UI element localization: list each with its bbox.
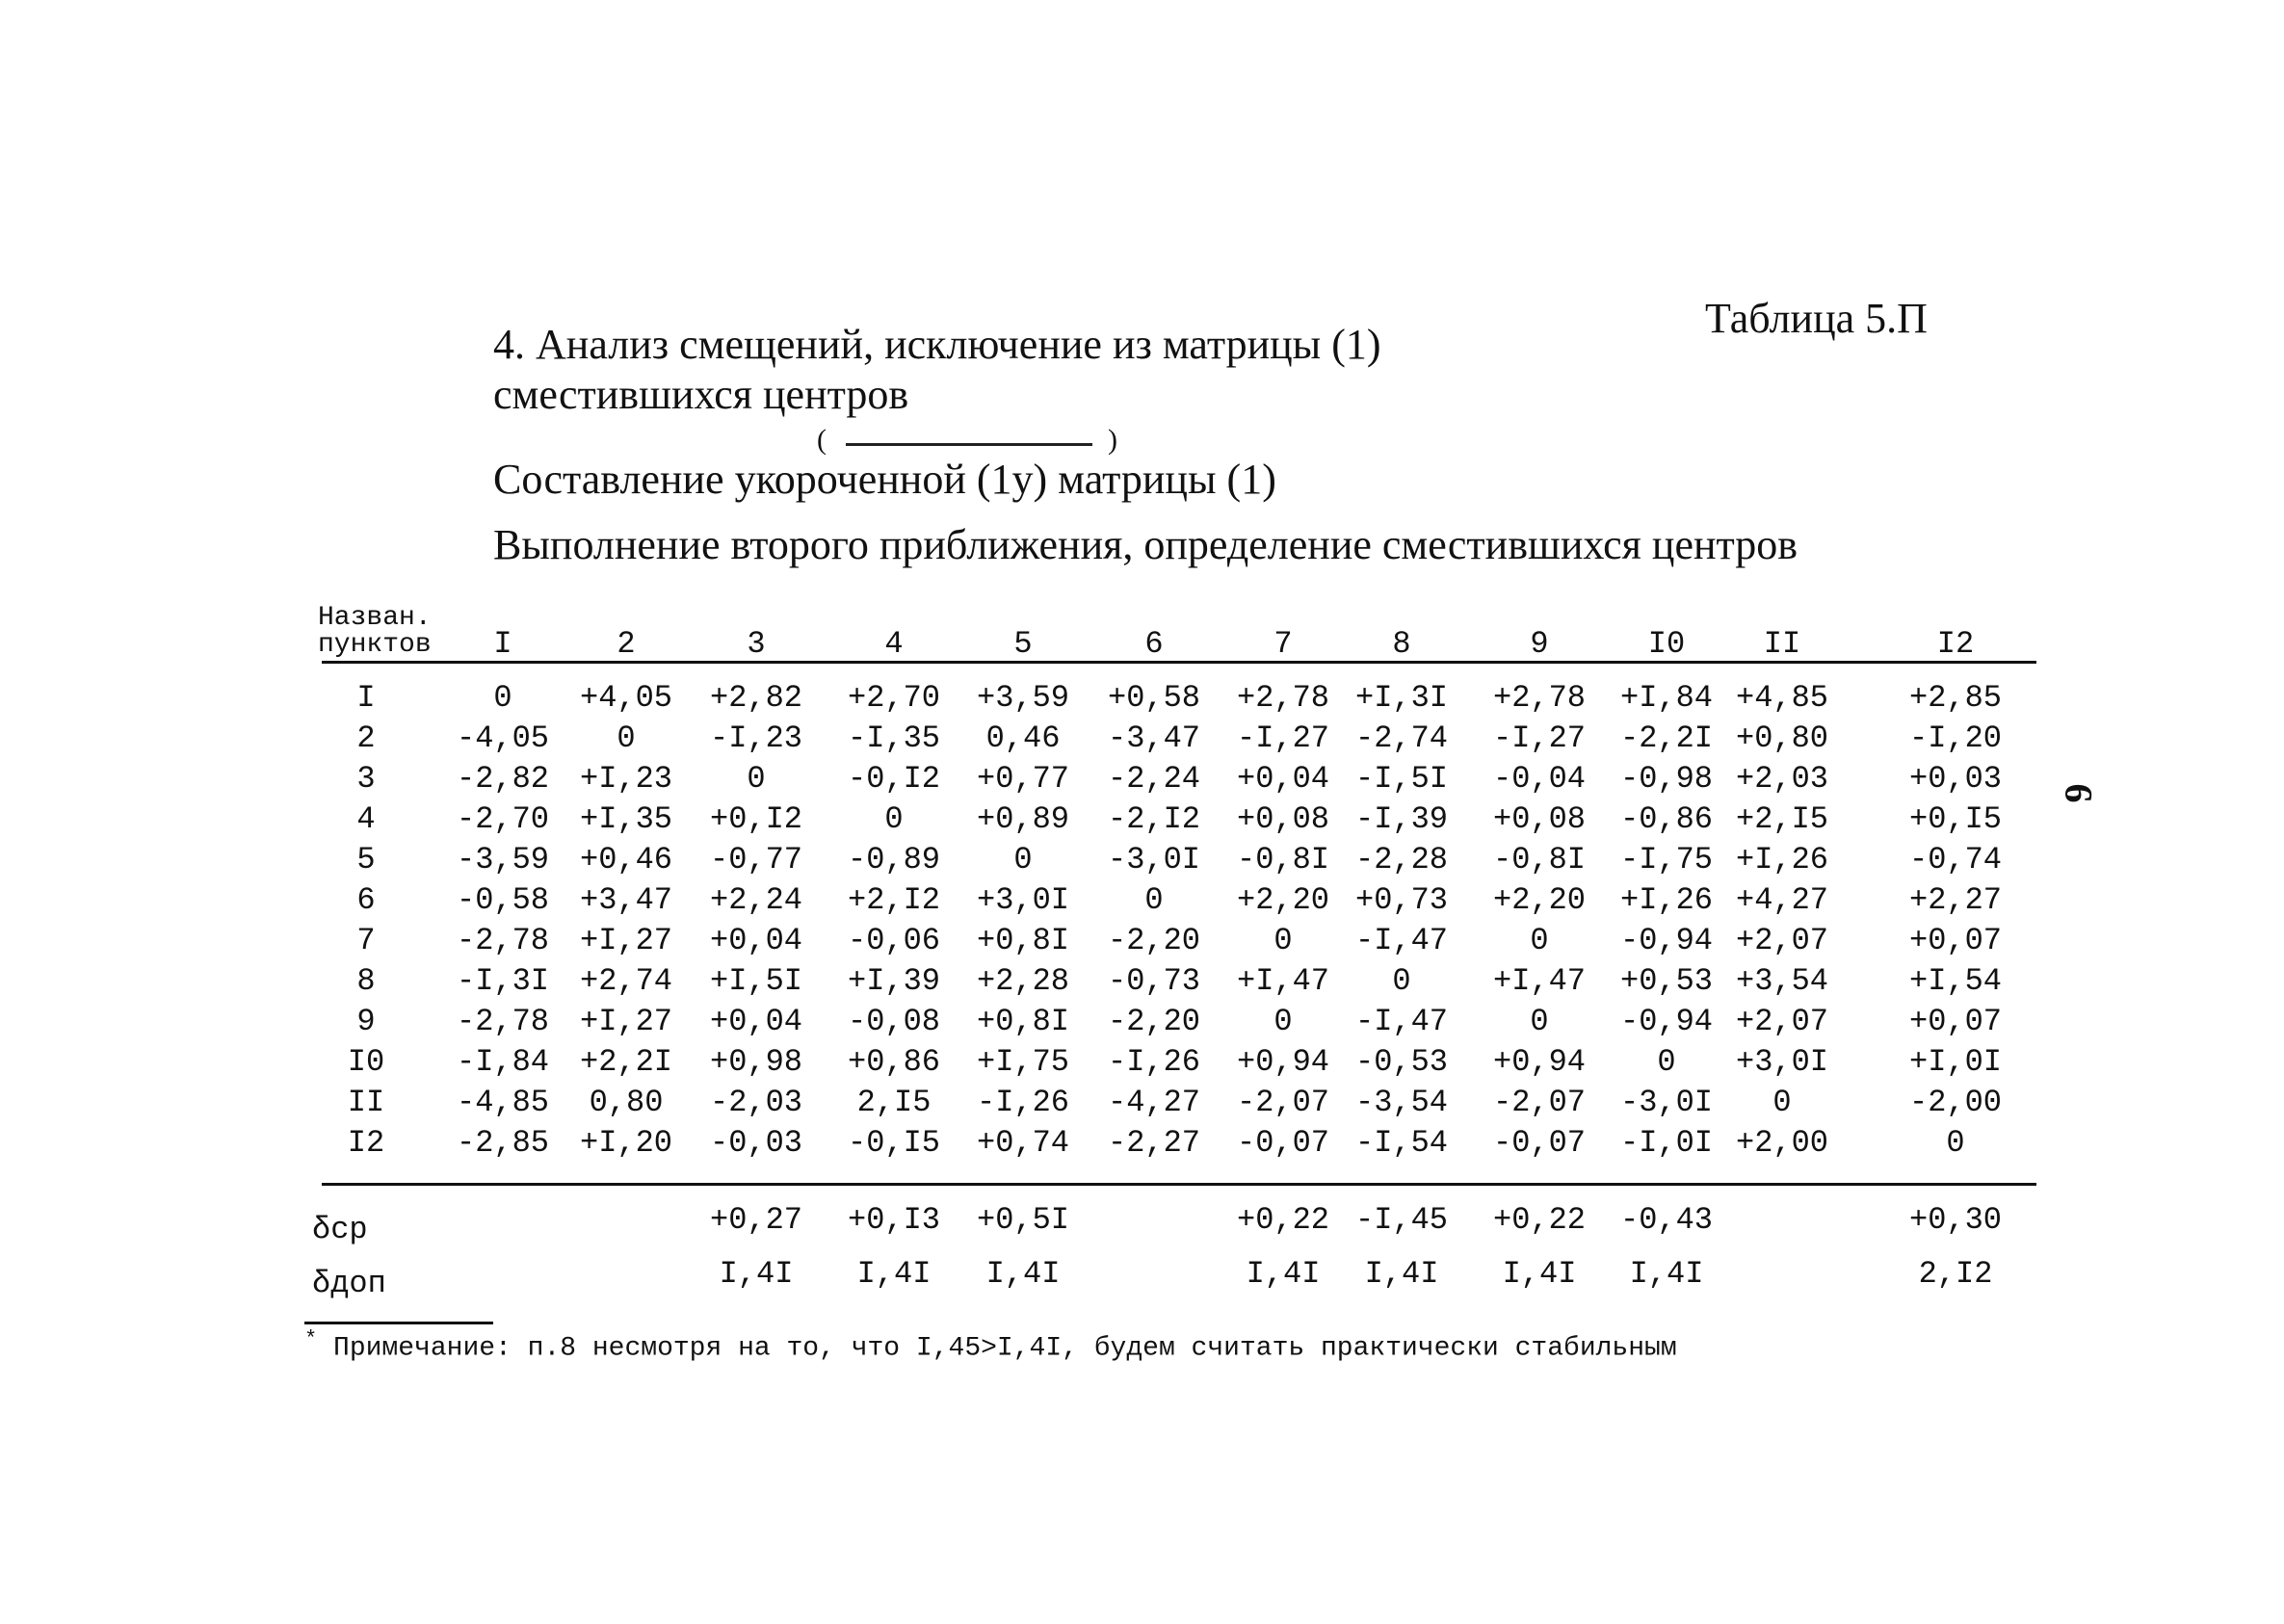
matrix-cell: +I,23 [579, 761, 672, 797]
matrix-cell: -0,58 [456, 882, 549, 918]
matrix-cell: +3,0I [976, 882, 1069, 918]
matrix-cell: +I,27 [579, 1004, 672, 1039]
matrix-cell: +0,89 [976, 801, 1069, 837]
matrix-cell: +0,03 [1908, 761, 2002, 797]
matrix-cell: +2,20 [1236, 882, 1329, 918]
matrix-cell: +0,80 [1735, 720, 1828, 756]
matrix-cell: +0,I2 [709, 801, 802, 837]
matrix-cell: -0,74 [1908, 842, 2002, 877]
matrix-cell: +I,35 [579, 801, 672, 837]
matrix-cell: -0,53 [1354, 1044, 1448, 1080]
matrix-cell: -2,28 [1354, 842, 1448, 877]
delta-mean-cell: +0,22 [1492, 1202, 1586, 1238]
matrix-cell: +0,07 [1908, 1004, 2002, 1039]
row-label: I2 [347, 1125, 385, 1161]
delta-mean-cell: +0,5I [976, 1202, 1069, 1238]
table-label: Таблица 5.П [1705, 295, 1928, 342]
matrix-cell: +0,53 [1619, 963, 1713, 999]
subheading-shortened-matrix: Составление укороченной (1у) матрицы (1) [493, 456, 1276, 503]
matrix-cell: 0 [1013, 842, 1033, 877]
matrix-cell: -0,73 [1107, 963, 1200, 999]
matrix-cell: -0,08 [847, 1004, 940, 1039]
matrix-cell: +2,07 [1735, 923, 1828, 958]
matrix-cell: +2,74 [579, 963, 672, 999]
matrix-cell: -2,78 [456, 923, 549, 958]
matrix-cell: -0,98 [1619, 761, 1713, 797]
matrix-cell: +2,78 [1236, 680, 1329, 716]
delta-mean-cell: +0,30 [1908, 1202, 2002, 1238]
matrix-cell: -3,0I [1107, 842, 1200, 877]
matrix-cell: -2,00 [1908, 1085, 2002, 1120]
matrix-cell: -4,05 [456, 720, 549, 756]
matrix-cell: +2,28 [976, 963, 1069, 999]
delta-mean-cell: +0,I3 [847, 1202, 940, 1238]
matrix-cell: 0 [493, 680, 512, 716]
matrix-cell: -0,I5 [847, 1125, 940, 1161]
delta-allowed-cell: 2,I2 [1918, 1256, 1993, 1292]
row-label: 7 [356, 923, 376, 958]
matrix-cell: +0,73 [1354, 882, 1448, 918]
row-label: 9 [356, 1004, 376, 1039]
column-header: I0 [1647, 626, 1686, 662]
delta-mean-cell: -0,43 [1619, 1202, 1713, 1238]
matrix-cell: -I,23 [709, 720, 802, 756]
matrix-cell: -2,74 [1354, 720, 1448, 756]
column-header: I2 [1936, 626, 1975, 662]
matrix-cell: +0,94 [1236, 1044, 1329, 1080]
matrix-cell: +2,03 [1735, 761, 1828, 797]
delta-allowed-cell: I,4I [1246, 1256, 1321, 1292]
column-header: II [1763, 626, 1801, 662]
matrix-cell: -2,I2 [1107, 801, 1200, 837]
matrix-cell: 0 [617, 720, 636, 756]
section-heading-continuation: сместившихся центров [493, 371, 909, 418]
matrix-cell: -0,77 [709, 842, 802, 877]
matrix-cell: +2,I5 [1735, 801, 1828, 837]
row-label: 4 [356, 801, 376, 837]
matrix-cell: +I,26 [1619, 882, 1713, 918]
matrix-cell: -2,24 [1107, 761, 1200, 797]
matrix-cell: +I,84 [1619, 680, 1713, 716]
summary-rule [322, 1183, 2036, 1186]
row-label: 2 [356, 720, 376, 756]
matrix-cell: -2,70 [456, 801, 549, 837]
matrix-cell: -0,89 [847, 842, 940, 877]
matrix-cell: +I,54 [1908, 963, 2002, 999]
matrix-cell: +0,94 [1492, 1044, 1586, 1080]
matrix-cell: +I,5I [709, 963, 802, 999]
matrix-cell: 0 [884, 801, 904, 837]
matrix-cell: 0 [1273, 1004, 1293, 1039]
matrix-cell: -I,47 [1354, 923, 1448, 958]
matrix-cell: +0,08 [1492, 801, 1586, 837]
matrix-cell: -I,47 [1354, 1004, 1448, 1039]
matrix-cell: 0 [1946, 1125, 1965, 1161]
corner-header-line2: пунктов [318, 630, 432, 660]
matrix-cell: -4,85 [456, 1085, 549, 1120]
matrix-cell: -3,54 [1354, 1085, 1448, 1120]
row-label: I [356, 680, 376, 716]
corner-header-line1: Назван. [318, 603, 432, 633]
corner-header [318, 605, 432, 659]
row-label: 5 [356, 842, 376, 877]
matrix-cell: -2,78 [456, 1004, 549, 1039]
matrix-cell: +2,78 [1492, 680, 1586, 716]
matrix-cell: -0,03 [709, 1125, 802, 1161]
matrix-cell: +I,47 [1236, 963, 1329, 999]
column-header: 8 [1392, 626, 1411, 662]
matrix-cell: +0,07 [1908, 923, 2002, 958]
matrix-cell: -2,2I [1619, 720, 1713, 756]
matrix-cell: -2,20 [1107, 923, 1200, 958]
matrix-cell: +3,54 [1735, 963, 1828, 999]
matrix-cell: 0 [747, 761, 766, 797]
matrix-cell: +0,04 [709, 1004, 802, 1039]
matrix-cell: -0,8I [1492, 842, 1586, 877]
matrix-cell: +0,8I [976, 923, 1069, 958]
matrix-cell: +0,74 [976, 1125, 1069, 1161]
left-paren: ( [817, 424, 827, 456]
matrix-cell: +0,8I [976, 1004, 1069, 1039]
right-paren: ) [1108, 424, 1117, 456]
page-number: 6 [2057, 783, 2101, 803]
matrix-cell: +I,47 [1492, 963, 1586, 999]
matrix-cell: +2,70 [847, 680, 940, 716]
footnote [304, 1327, 1677, 1363]
matrix-cell: 0 [1772, 1085, 1792, 1120]
matrix-cell: 0 [1273, 923, 1293, 958]
row-label: 3 [356, 761, 376, 797]
matrix-cell: +2,2I [579, 1044, 672, 1080]
matrix-cell: -2,82 [456, 761, 549, 797]
matrix-cell: -2,03 [709, 1085, 802, 1120]
matrix-cell: +I,26 [1735, 842, 1828, 877]
matrix-cell: +0,46 [579, 842, 672, 877]
matrix-cell: 0 [1657, 1044, 1676, 1080]
matrix-cell: -I,84 [456, 1044, 549, 1080]
matrix-cell: -2,07 [1236, 1085, 1329, 1120]
row-label: 8 [356, 963, 376, 999]
matrix-cell: +I,75 [976, 1044, 1069, 1080]
matrix-cell: +I,27 [579, 923, 672, 958]
matrix-cell: +I,3I [1354, 680, 1448, 716]
matrix-cell: -2,27 [1107, 1125, 1200, 1161]
matrix-cell: 0 [1392, 963, 1411, 999]
displacement-matrix [312, 603, 2042, 1356]
matrix-cell: -I,5I [1354, 761, 1448, 797]
matrix-cell: -I,27 [1236, 720, 1329, 756]
matrix-cell: -2,20 [1107, 1004, 1200, 1039]
matrix-cell: +4,85 [1735, 680, 1828, 716]
matrix-cell: +0,86 [847, 1044, 940, 1080]
column-header: 2 [617, 626, 636, 662]
delta-allowed-cell: I,4I [985, 1256, 1061, 1292]
column-header: 3 [747, 626, 766, 662]
section-heading: 4. Анализ смещений, исключение из матрицы (1) [493, 321, 1381, 368]
matrix-cell: +2,07 [1735, 1004, 1828, 1039]
matrix-cell: -I,39 [1354, 801, 1448, 837]
matrix-cell: +I,0I [1908, 1044, 2002, 1080]
matrix-cell: +2,24 [709, 882, 802, 918]
matrix-cell: +0,98 [709, 1044, 802, 1080]
matrix-cell: +0,04 [1236, 761, 1329, 797]
matrix-cell: +2,82 [709, 680, 802, 716]
footnote-text: Примечание: п.8 несмотря на то, что I,45>I,4I, будем считать практически стабильным [333, 1333, 1677, 1364]
matrix-cell: +3,0I [1735, 1044, 1828, 1080]
matrix-cell: -2,85 [456, 1125, 549, 1161]
matrix-cell: -I,20 [1908, 720, 2002, 756]
matrix-cell: +2,85 [1908, 680, 2002, 716]
blank-line [846, 443, 1092, 446]
column-header: 7 [1273, 626, 1293, 662]
footnote-marker: * [304, 1327, 318, 1351]
matrix-cell: -0,04 [1492, 761, 1586, 797]
matrix-cell: -I,54 [1354, 1125, 1448, 1161]
matrix-cell: +3,47 [579, 882, 672, 918]
matrix-cell: -I,27 [1492, 720, 1586, 756]
footnote-rule [304, 1322, 493, 1324]
matrix-cell: +4,05 [579, 680, 672, 716]
matrix-cell: 0,46 [985, 720, 1061, 756]
delta-mean-cell: +0,22 [1236, 1202, 1329, 1238]
matrix-cell: 0 [1144, 882, 1164, 918]
matrix-cell: -4,27 [1107, 1085, 1200, 1120]
matrix-cell: -0,94 [1619, 1004, 1713, 1039]
matrix-cell: 0 [1530, 1004, 1549, 1039]
subheading-second-approximation: Выполнение второго приближения, определение сместившихся центров [493, 521, 1798, 568]
delta-mean-cell: -I,45 [1354, 1202, 1448, 1238]
matrix-cell: +0,04 [709, 923, 802, 958]
column-header: 9 [1530, 626, 1549, 662]
matrix-cell: -3,47 [1107, 720, 1200, 756]
matrix-cell: -2,07 [1492, 1085, 1586, 1120]
delta-allowed-label: δдоп [312, 1266, 386, 1301]
matrix-cell: +2,27 [1908, 882, 2002, 918]
matrix-cell: 2,I5 [856, 1085, 932, 1120]
matrix-cell: +I,20 [579, 1125, 672, 1161]
matrix-cell: +0,I5 [1908, 801, 2002, 837]
matrix-cell: -0,8I [1236, 842, 1329, 877]
matrix-cell: +0,58 [1107, 680, 1200, 716]
matrix-cell: -3,0I [1619, 1085, 1713, 1120]
matrix-cell: +0,77 [976, 761, 1069, 797]
delta-allowed-cell: I,4I [1364, 1256, 1439, 1292]
matrix-cell: 0 [1530, 923, 1549, 958]
column-header: 6 [1144, 626, 1164, 662]
matrix-cell: +2,00 [1735, 1125, 1828, 1161]
matrix-cell: -I,26 [1107, 1044, 1200, 1080]
row-label: I0 [347, 1044, 385, 1080]
matrix-cell: -I,3I [456, 963, 549, 999]
matrix-cell: -I,0I [1619, 1125, 1713, 1161]
column-header: 5 [1013, 626, 1033, 662]
matrix-cell: -0,07 [1492, 1125, 1586, 1161]
matrix-cell: -I,26 [976, 1085, 1069, 1120]
matrix-cell: -I,35 [847, 720, 940, 756]
matrix-cell: +3,59 [976, 680, 1069, 716]
matrix-cell: 0,80 [589, 1085, 664, 1120]
matrix-cell: +2,20 [1492, 882, 1586, 918]
matrix-cell: -0,94 [1619, 923, 1713, 958]
matrix-cell: -3,59 [456, 842, 549, 877]
delta-mean-cell: +0,27 [709, 1202, 802, 1238]
matrix-cell: +2,I2 [847, 882, 940, 918]
matrix-cell: -0,86 [1619, 801, 1713, 837]
column-header: 4 [884, 626, 904, 662]
column-header: I [493, 626, 512, 662]
matrix-cell: +I,39 [847, 963, 940, 999]
row-label: 6 [356, 882, 376, 918]
row-label: II [347, 1085, 385, 1120]
delta-allowed-cell: I,4I [856, 1256, 932, 1292]
matrix-cell: +0,08 [1236, 801, 1329, 837]
matrix-cell: -0,I2 [847, 761, 940, 797]
delta-allowed-cell: I,4I [1502, 1256, 1577, 1292]
delta-mean-label: δср [312, 1212, 368, 1247]
matrix-cell: -0,06 [847, 923, 940, 958]
delta-allowed-cell: I,4I [1629, 1256, 1704, 1292]
matrix-cell: +4,27 [1735, 882, 1828, 918]
matrix-cell: -0,07 [1236, 1125, 1329, 1161]
delta-allowed-cell: I,4I [719, 1256, 794, 1292]
matrix-cell: -I,75 [1619, 842, 1713, 877]
